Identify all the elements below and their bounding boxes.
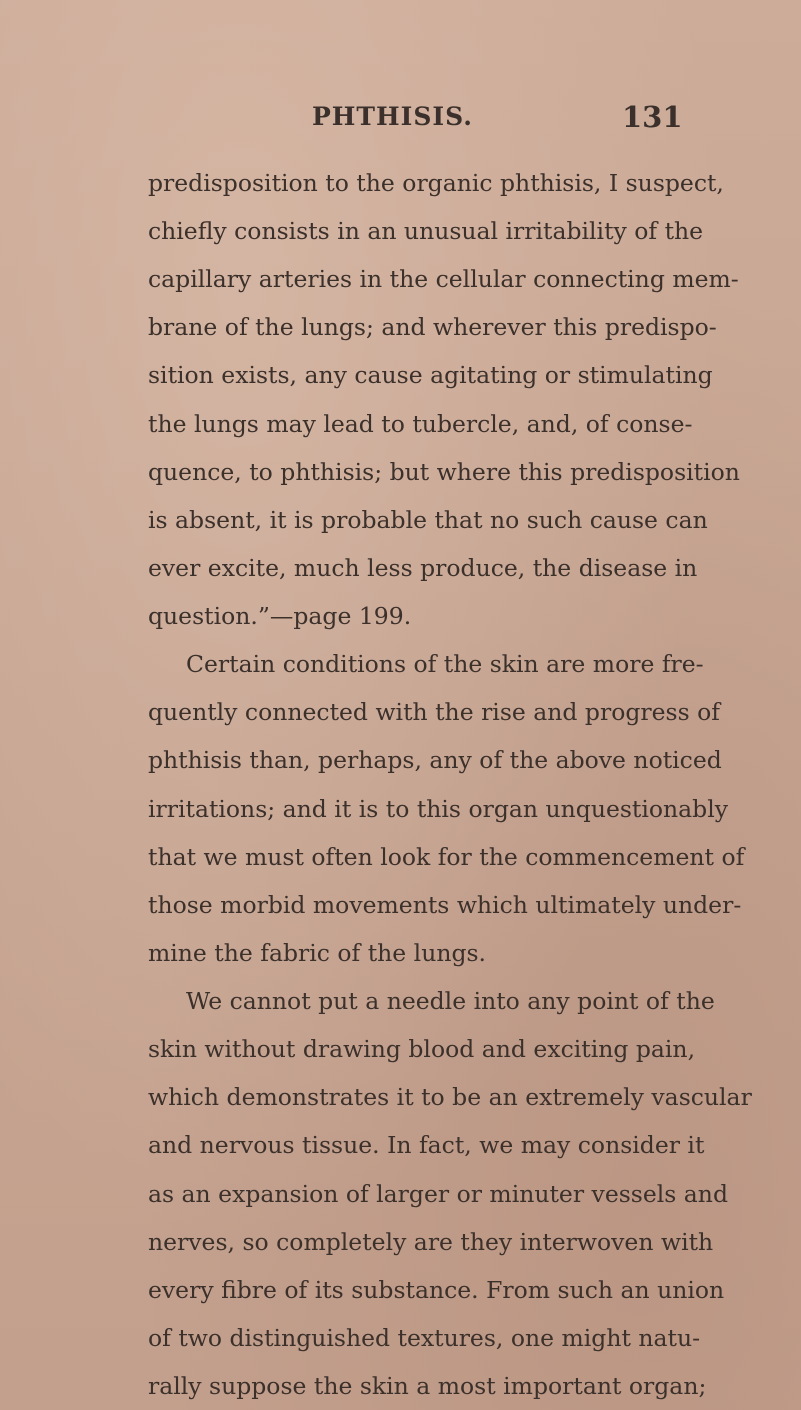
text-line: which demonstrates it to be an extremely vascular <box>148 1083 752 1111</box>
text-line: irritations; and it is to this organ unquestionably <box>148 795 729 823</box>
text-line: quently connected with the rise and progress of <box>148 698 720 726</box>
text-line: chiefly consists in an unusual irritability of the <box>148 217 704 245</box>
text-line: brane of the lungs; and wherever this predispo- <box>148 313 717 341</box>
text-line: question.”—page 199. <box>148 602 412 630</box>
text-line: as an expansion of larger or minuter vessels and <box>148 1180 728 1208</box>
page-number: 131 <box>622 100 683 134</box>
paragraph-first-line: We cannot put a needle into any point of the <box>186 987 715 1015</box>
text-line: quence, to phthisis; but where this predisposition <box>148 458 740 486</box>
text-line: the lungs may lead to tubercle, and, of conse- <box>148 410 693 438</box>
text-line: nerves, so completely are they interwoven with <box>148 1228 714 1256</box>
running-title: PHTHISIS. <box>312 102 473 131</box>
paragraph-first-line: Certain conditions of the skin are more fre- <box>186 650 704 678</box>
text-line: capillary arteries in the cellular connecting mem- <box>148 265 739 293</box>
text-line: predisposition to the organic phthisis, I suspect, <box>148 169 724 197</box>
text-line: of two distinguished textures, one might natu- <box>148 1324 701 1352</box>
text-line: sition exists, any cause agitating or stimulating <box>148 361 713 389</box>
text-line: mine the fabric of the lungs. <box>148 939 487 967</box>
text-line: skin without drawing blood and exciting pain, <box>148 1035 696 1063</box>
text-line: every fibre of its substance. From such an union <box>148 1276 725 1304</box>
text-line: those morbid movements which ultimately under- <box>148 891 742 919</box>
text-line: is absent, it is probable that no such cause can <box>148 506 708 534</box>
text-line: rally suppose the skin a most important organ; <box>148 1372 707 1400</box>
text-line: and nervous tissue. In fact, we may consider it <box>148 1131 705 1159</box>
text-line: ever excite, much less produce, the disease in <box>148 554 698 582</box>
text-line: phthisis than, perhaps, any of the above noticed <box>148 746 722 774</box>
text-line: that we must often look for the commencement of <box>148 843 745 871</box>
